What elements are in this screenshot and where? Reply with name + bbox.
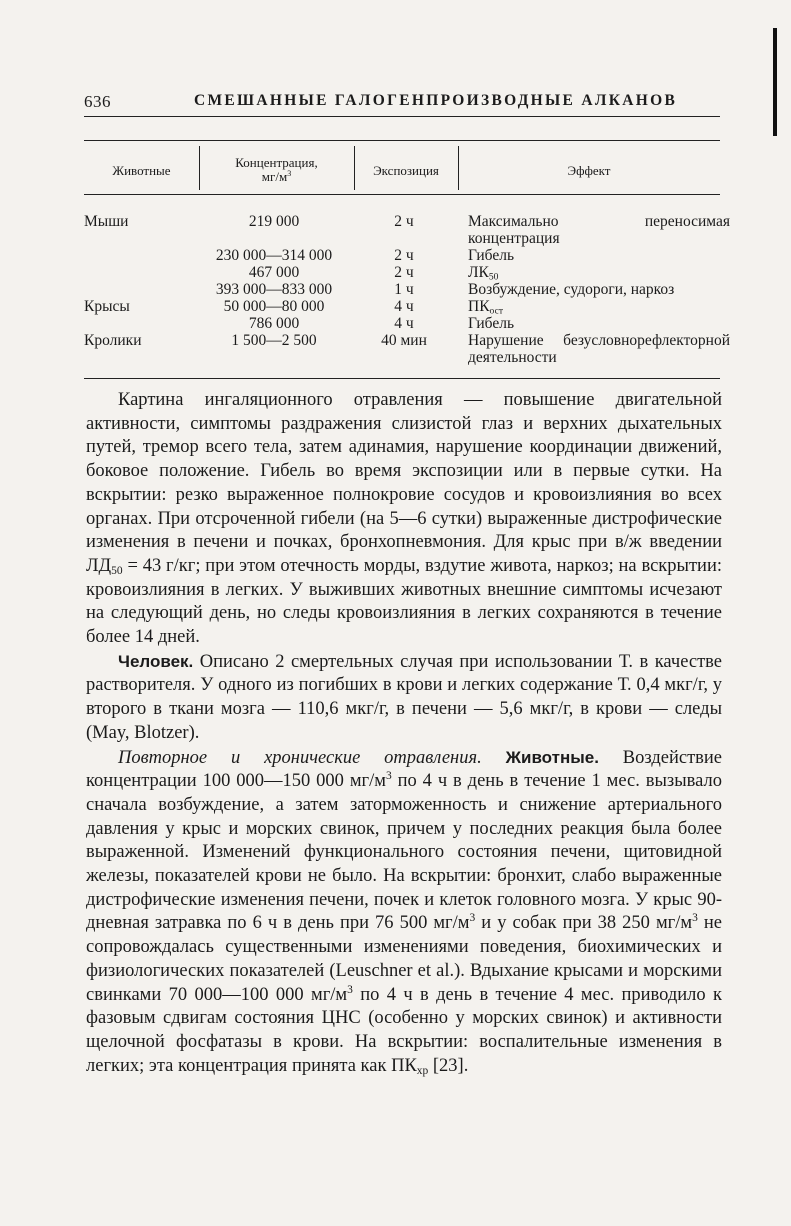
cell-effect-text: ЛК [468,264,489,281]
cell-exposure: 4 ч [394,298,414,315]
cell-exposure: 4 ч [394,315,414,332]
paragraph-chronic-part-c: и у собак при 38 250 мг/м [475,913,693,934]
page-header [84,92,720,117]
animals-heading: Животные. [481,747,599,767]
cubic-superscript: 3 [385,770,392,783]
cell-concentration: 467 000 [248,264,300,281]
cell-concentration: 1 500—2 500 [231,332,317,349]
cubic-superscript: 3 [347,983,353,996]
cell-effect-subscript: ост [489,305,504,317]
paragraph-chronic [86,746,722,1079]
cell-effect [468,298,730,315]
cell-effect-text: Гибель [468,247,515,264]
cubic-superscript: 3 [469,912,476,925]
table-top-rule [84,140,720,141]
human-heading: Человек. [118,651,194,671]
cell-concentration: 50 000—80 000 [223,298,325,315]
page-number: 636 [84,92,111,111]
paragraph-human-text: Описано 2 смертельных случая при использовании Т. в качестве растворителя. У одного из погибших в крови и легких содержание Т. 0,4 мкг/г, у второго в ткани мозга — 110,6 мкг/г, в печени — 5,6 мкг/г, в крови — следы (May, Blotzer). [86,651,722,743]
paragraph-chronic-part-e: по 4 ч в день в течение 4 мес. приводило к фазовым сдвигам состояния ЦНС (особенно у морских свинок) и активности щелочной фосфатазы в крови. На вскрытии: воспалительные изменения в легких; эта концентрация принята как ПК [86,984,722,1076]
paragraph-human [86,650,722,746]
cell-concentration: 219 000 [248,213,300,230]
paragraph-chronic-part-f: [23]. [428,1055,469,1076]
cubic-superscript: 3 [692,912,698,925]
margin-edge-line [773,28,777,136]
table-header-rule [84,194,720,195]
cell-concentration: 393 000—833 000 [215,281,333,298]
body-text [86,389,722,1078]
chronic-heading: Повторное и хронические отравления. [118,747,482,768]
header-concentration [199,156,354,184]
cell-exposure: 2 ч [394,247,414,264]
header-concentration-unit-base: мг/м [261,169,288,184]
cell-animal: Крысы [84,298,130,315]
cell-exposure: 2 ч [394,213,414,230]
paragraph-chronic-part-b: по 4 ч в день в течение 1 мес. вызывало сначала возбуждение, а затем заторможенность и снижение артериального давления у крыс и морских свинок, причем у последних реакция была более выраженной. Изменений функционального состояния печени, щитовидной железы, показателей крови не было. На вскрытии: бронхит, слабо выраженные дистрофические изменения печени, почек и клеток головного мозга. У крыс 90-дневная затравка по 6 ч в день при 76 500 мг/м [86,771,723,934]
cell-effect [468,281,730,298]
header-concentration-unit-exp: 3 [287,169,292,179]
running-title: СМЕШАННЫЕ ГАЛОГЕНПРОИЗВОДНЫЕ АЛКАНОВ [194,92,678,109]
paragraph-chronic-part-d: не сопровождалась существенными изменениями поведения, биохимических и физиологических показателей (Leuschner et al.). Вдыхание крысами и морскими свинками 70 000—100 000 мг/м [86,913,722,1005]
cell-concentration: 230 000—314 000 [215,247,333,264]
cell-effect-text: ПК [468,298,490,315]
cell-effect-text: Возбуждение, судороги, наркоз [468,281,675,298]
cell-exposure: 1 ч [394,281,414,298]
cell-effect-text: Гибель [468,315,515,332]
cell-exposure: 40 мин [381,332,427,349]
cell-effect [468,332,730,366]
pk-chronic-subscript: хр [416,1064,429,1077]
cell-effect-text: Максимально переносимая концентрация [468,213,730,247]
header-effect: Эффект [567,163,611,178]
paragraph-inhalation-part-a: Картина ингаляционного отравления — повышение двигательной активности, симптомы раздражения слизистой глаз и верхних дыхательных путей, тремор всего тела, затем адинамия, нарушение координации движений, боковое положение. Гибель во время экспозиции или в первые сутки. На вскрытии: резко выраженное полнокровие сосудов и кровоизлияния во всех органах. При отсроченной гибели (на 5—6 сутки) выраженные дистрофические изменения в печени и почках, бронхопневмония. Для крыс при в/ж введении ЛД [86,390,722,576]
paragraph-chronic-part-a: Воздействие концентрации 100 000—150 000 мг/м [86,747,723,792]
cell-animal: Мыши [84,213,129,230]
header-animals: Животные [112,163,171,178]
cell-animal: Кролики [84,332,142,349]
cell-effect [468,315,730,332]
cell-concentration: 786 000 [248,315,300,332]
cell-effect-subscript: 50 [488,271,499,283]
table-bottom-rule [84,378,720,379]
paragraph-inhalation-part-b: = 43 г/кг; при этом отечность морды, вздутие живота, наркоз; на вскрытии: кровоизлияния в легких. У выживших животных внешние симптомы исчезают на следующий день, но следы кровоизлияния в легких сохраняются в течение более 14 дней. [86,555,722,648]
ld50-subscript: 50 [111,564,123,577]
cell-effect-text: Нарушение безусловнорефлекторной деятельности [468,332,730,366]
cell-effect [468,247,730,264]
cell-exposure: 2 ч [394,264,414,281]
cell-effect [468,264,730,281]
header-concentration-label: Концентрация, [235,155,318,170]
paragraph-inhalation [86,389,722,650]
header-exposure: Экспозиция [373,163,439,178]
header-concentration-unit [262,169,291,184]
cell-effect [468,213,730,247]
